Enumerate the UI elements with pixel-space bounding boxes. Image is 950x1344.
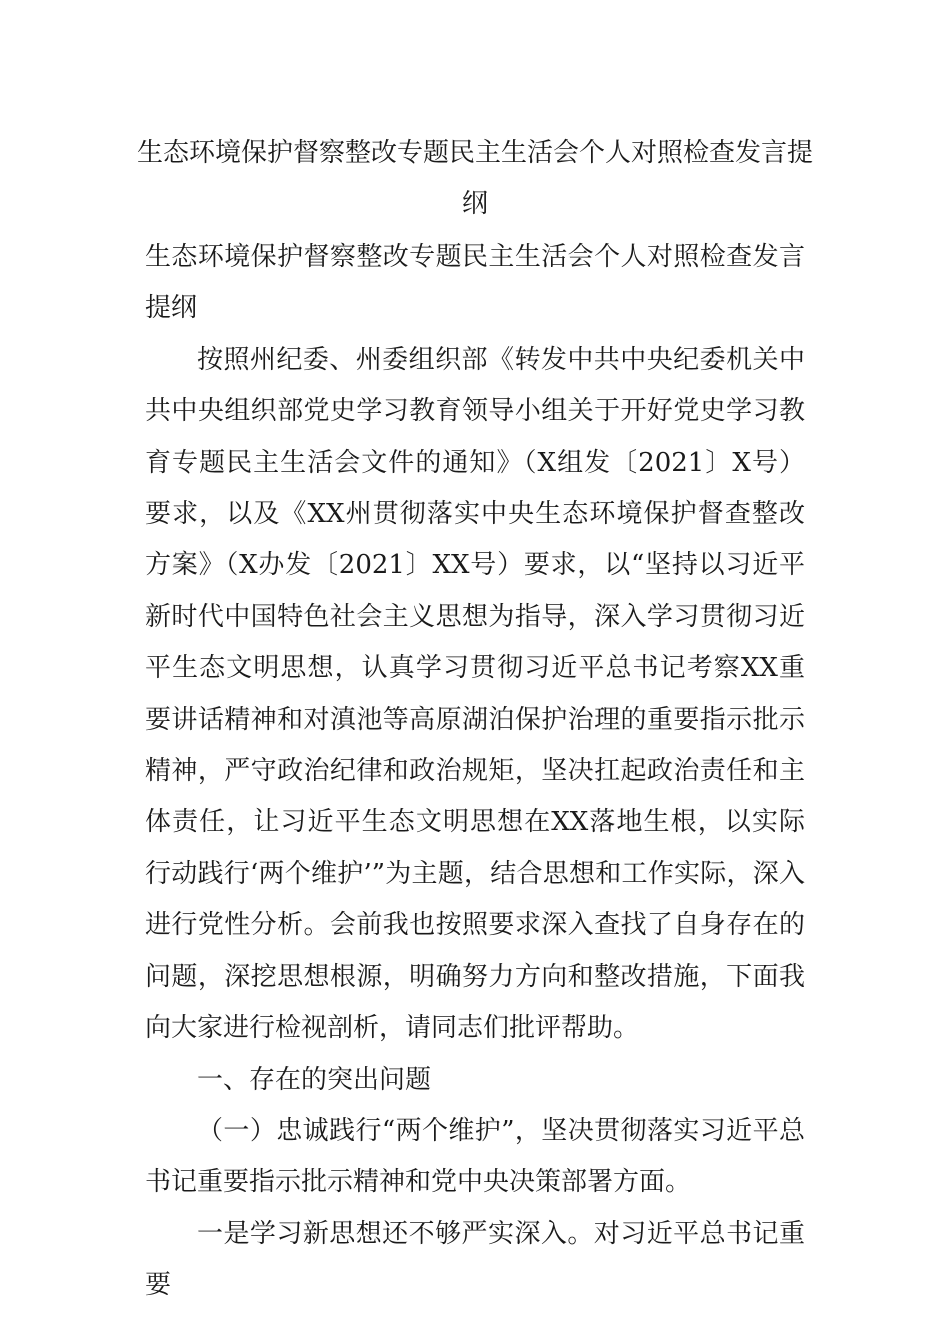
document-title: 生态环境保护督察整改专题民主生活会个人对照检查发言提纲	[136, 138, 813, 219]
intro-paragraph: 按照州纪委、州委组织部《转发中共中央纪委机关中共中央组织部党史学习教育领导小组关于开好党史学习教育专题民主生活会文件的通知》（X组发〔2021〕X号）要求，以及《XX州贯彻落实中央生态环境保护督查整改方案》（X办发〔2021〕XX号）要求，以“坚持以习近平新时代中国特色社会主义思想为指导，深入学习贯彻习近平生态文明思想，认真学习贯彻习近平总书记考察XX重要讲话精神和对滇池等高原湖泊保护治理的重要指示批示精神，严守政治纪律和政治规矩，坚决扛起政治责任和主体责任，让习近平生态文明思想在XX落地生根，以实际行动践行‘两个维护’”为主题，结合思想和工作实际，深入进行党性分析。会前我也按照要求深入查找了自身存在的问题，深挖思想根源，明确努力方向和整改措施，下面我向大家进行检视剖析，请同志们批评帮助。	[145, 344, 805, 1044]
document-subtitle: 生态环境保护督察整改专题民主生活会个人对照检查发言提纲	[145, 242, 805, 324]
section-heading: 一、存在的突出问题	[197, 1064, 432, 1095]
body-paragraph: 一是学习新思想还不够严实深入。对习近平总书记重要	[145, 1218, 805, 1301]
subsection-heading: （一）忠诚践行“两个维护”，坚决贯彻落实习近平总书记重要指示批示精神和党中央决策部署方面。	[145, 1115, 805, 1198]
document-body	[145, 232, 805, 1312]
